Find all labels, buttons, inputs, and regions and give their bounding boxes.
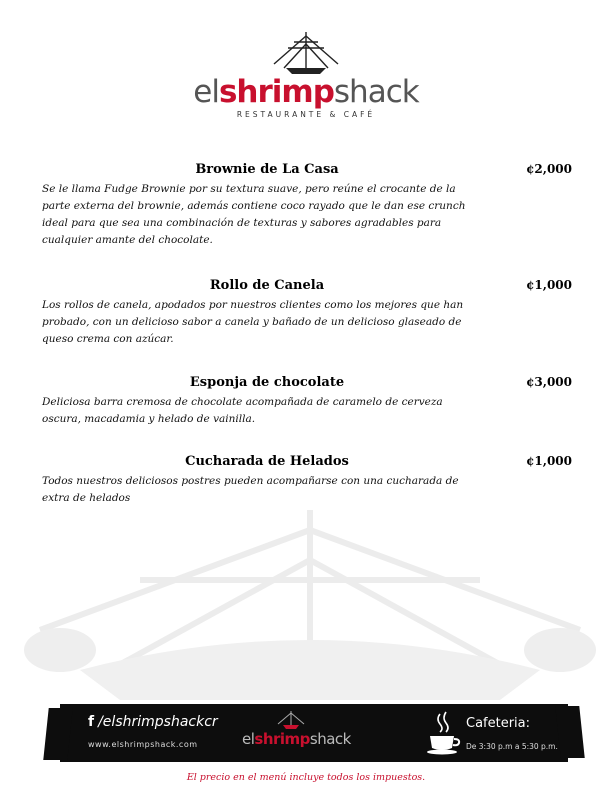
item-description: Deliciosa barra cremosa de chocolate acompañada de caramelo de cerveza oscura, macadamia y helado de vainilla. — [42, 396, 443, 425]
item-price: ¢3,000 — [526, 375, 572, 389]
item-price: ¢1,000 — [526, 454, 572, 468]
item-name: Esponja de chocolate — [189, 375, 345, 390]
logo-tagline: RESTAURANTE & CAFÉ — [236, 110, 376, 119]
logo-wordmark — [0, 74, 612, 110]
footer-logo-left: el — [242, 730, 255, 748]
logo-word-right: shack — [333, 74, 419, 110]
coffee-cup-icon — [426, 710, 462, 756]
facebook-link[interactable] — [88, 714, 218, 730]
footer-ship-icon — [276, 710, 306, 730]
facebook-icon: f — [88, 714, 95, 730]
footer-logo-mid: shrimp — [254, 730, 310, 748]
cafe-hours: De 3:30 p.m a 5:30 p.m. — [466, 742, 558, 751]
website-link[interactable]: www.elshrimpshack.com — [88, 740, 198, 749]
item-name: Rollo de Canela — [209, 278, 325, 293]
menu-item — [42, 373, 572, 433]
cafe-label: Cafeteria: — [466, 716, 531, 731]
item-name: Cucharada de Helados — [185, 454, 349, 469]
footer-logo-right: shack — [309, 730, 351, 748]
item-name: Brownie de La Casa — [195, 162, 339, 177]
item-price: ¢2,000 — [526, 162, 572, 176]
tax-note: El precio en el menú incluye todos los impuestos. — [186, 772, 426, 783]
logo-word-left: el — [193, 74, 219, 110]
facebook-handle: /elshrimpshackcr — [98, 714, 218, 730]
ship-logo-icon — [268, 30, 344, 76]
menu-item — [42, 160, 572, 260]
item-description: Se le llama Fudge Brownie por su textura suave, pero reúne el crocante de la parte externa del brownie, además contiene coco rayado que le dan ese crunch ideal para que sea una combinación de texturas y sabores agradables para cualquier amante del chocolate. — [42, 183, 466, 246]
footer-logo — [242, 730, 351, 748]
logo-word-mid: shrimp — [218, 74, 334, 110]
item-price: ¢1,000 — [526, 278, 572, 292]
menu-item — [42, 276, 572, 356]
item-description: Todos nuestros deliciosos postres pueden acompañarse con una cucharada de extra de helados — [42, 475, 459, 504]
footer-band — [60, 704, 568, 762]
ship-watermark — [20, 500, 600, 710]
item-description: Los rollos de canela, apodados por nuestros clientes como los mejores que han probado, con un delicioso sabor a canela y bañado de un delicioso glaseado de queso crema con azúcar. — [42, 299, 464, 345]
brand-logo — [0, 30, 612, 125]
menu-item — [42, 452, 572, 512]
